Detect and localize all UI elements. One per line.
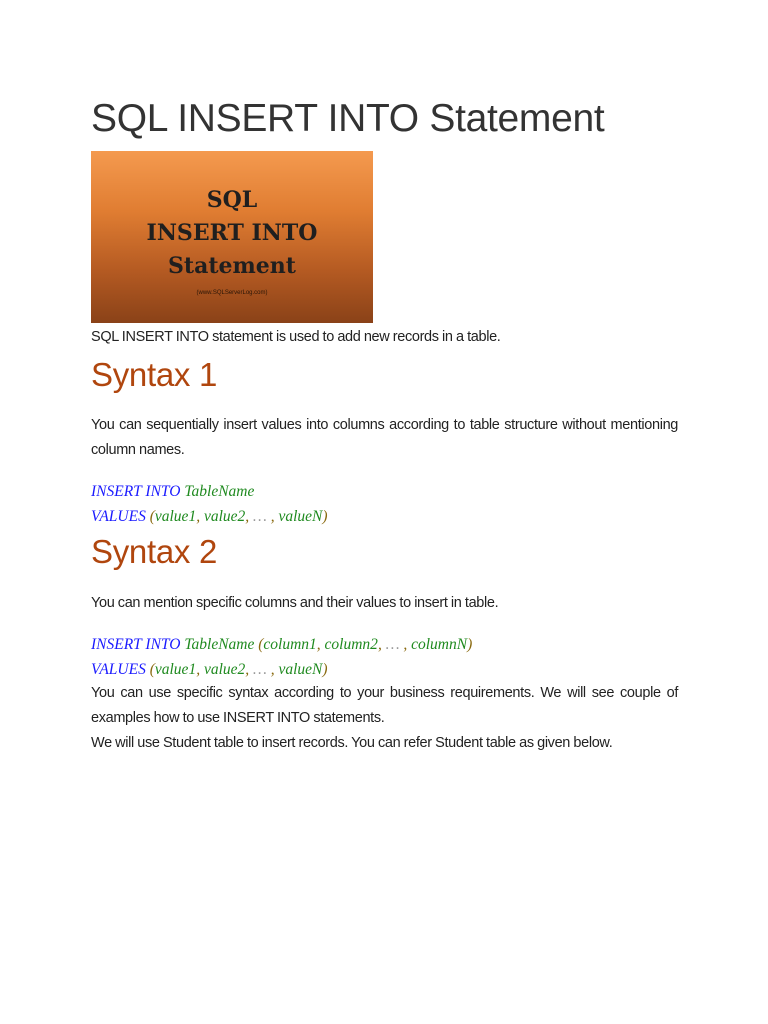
code-table-name: TableName <box>184 483 255 500</box>
code-comma: , <box>316 636 321 653</box>
code-comma: , <box>403 636 408 653</box>
syntax-1-heading: Syntax 1 <box>91 356 218 393</box>
code-comma: , <box>270 661 275 678</box>
code-keyword: INSERT INTO <box>91 636 181 653</box>
code-comma: , <box>270 508 275 525</box>
syntax-1-code-line-2 <box>91 504 328 529</box>
code-value: valueN <box>278 508 323 525</box>
code-comma: , <box>196 661 201 678</box>
code-comma: , <box>245 661 250 678</box>
syntax-2-description: You can mention specific columns and their values to insert in table. <box>91 595 499 611</box>
code-column: columnN <box>411 636 468 653</box>
code-paren: ( <box>258 636 264 653</box>
code-value: value1 <box>154 508 197 525</box>
intro-paragraph: SQL INSERT INTO statement is used to add new records in a table. <box>91 329 501 345</box>
code-keyword: VALUES <box>91 661 146 678</box>
syntax-1-description: You can sequentially insert values into columns according to table structure without mentioning column names. <box>91 417 678 458</box>
closing-paragraph-1: You can use specific syntax according to your business requirements. We will see couple of examples how to use INSERT INTO statements. <box>91 685 678 726</box>
banner-line-2: INSERT INTO <box>146 220 318 246</box>
banner-line-3: Statement <box>168 253 296 279</box>
syntax-1-code-line-1 <box>91 479 254 504</box>
code-comma: , <box>377 636 382 653</box>
code-table-name: TableName <box>184 636 255 653</box>
code-value: value2 <box>203 661 246 678</box>
code-ellipsis: … <box>253 661 267 678</box>
code-comma: , <box>196 508 201 525</box>
code-ellipsis: … <box>253 508 267 525</box>
code-paren: ) <box>322 508 328 525</box>
code-paren: ( <box>149 661 155 678</box>
code-keyword: VALUES <box>91 508 146 525</box>
syntax-2-heading: Syntax 2 <box>91 533 218 570</box>
code-column: column2 <box>324 636 378 653</box>
syntax-2-code-line-1 <box>91 632 472 657</box>
banner-credit: (www.SQLServerLog.com) <box>196 290 268 296</box>
code-column: column1 <box>263 636 317 653</box>
page-title: SQL INSERT INTO Statement <box>91 97 605 140</box>
code-value: value1 <box>154 661 197 678</box>
code-paren: ) <box>322 661 328 678</box>
banner-line-1: SQL <box>206 187 258 213</box>
syntax-2-code-line-2 <box>91 657 328 682</box>
code-paren: ( <box>149 508 155 525</box>
code-paren: ) <box>467 636 473 653</box>
code-ellipsis: … <box>385 636 400 653</box>
code-keyword: INSERT INTO <box>91 483 181 500</box>
code-value: valueN <box>278 661 323 678</box>
code-value: value2 <box>203 508 246 525</box>
banner-image <box>91 151 373 323</box>
closing-paragraph-2: We will use Student table to insert records. You can refer Student table as given below. <box>91 735 613 751</box>
code-comma: , <box>245 508 250 525</box>
